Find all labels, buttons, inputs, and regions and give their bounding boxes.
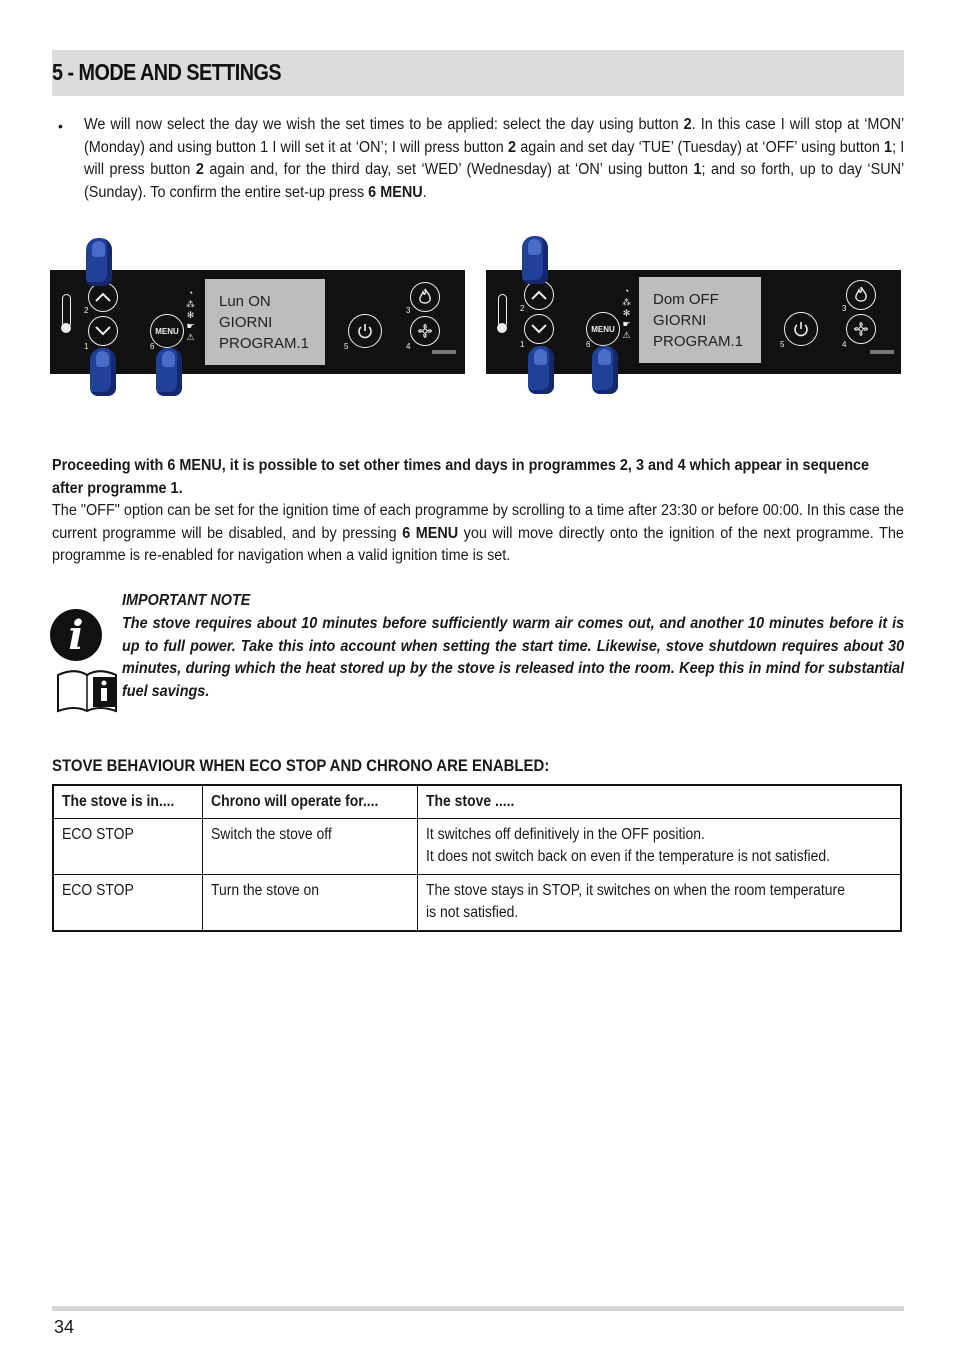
page-title: 5 - MODE AND SETTINGS — [52, 59, 282, 85]
note-title: IMPORTANT NOTE — [122, 592, 251, 609]
table-cell: Turn the stove on — [203, 874, 418, 931]
status-icons: ◔ ⁂ ✻ ☛ ⚠ — [186, 288, 195, 342]
table-header-cell: The stove is in.... — [53, 785, 203, 818]
lcd-line: Lun ON — [219, 293, 271, 310]
proceeding-text: The "OFF" option can be set for the ignition time of each programme by scrolling to a time after 23:30 or before 00:00. In this case the current programme will be disabled, and by pressing 6 MENU you will move directly onto the ignition of the next programme. The programme is re-enabled for navigation when a valid ignition time is set. — [52, 502, 904, 564]
finger-pointer-icon — [90, 348, 116, 396]
label-3: 3 — [842, 304, 847, 313]
label-6: 6 — [586, 340, 591, 349]
fan-button[interactable] — [846, 314, 876, 344]
section-header — [52, 50, 904, 96]
label-4: 4 — [842, 340, 847, 349]
page-number: 34 — [54, 1317, 75, 1337]
label-3: 3 — [406, 306, 411, 315]
menu-label: MENU — [591, 324, 615, 334]
table-row — [53, 818, 901, 874]
lcd-display-1 — [205, 279, 325, 365]
finger-pointer-icon — [592, 346, 618, 394]
table-cell: ECO STOP — [53, 874, 203, 931]
table-cell: ECO STOP — [53, 818, 203, 874]
menu-label: MENU — [155, 326, 179, 336]
flame-button[interactable] — [410, 282, 440, 312]
lcd-line: PROGRAM.1 — [653, 333, 744, 350]
table-cell: Switch the stove off — [203, 818, 418, 874]
intro-text: We will now select the day we wish the set times to be applied: select the day using button 2. In this case I will stop at ‘MON’ (Monday) and using button 1 I will set it at ‘ON’; I will press button 2 again and set day ‘TUE’ (Tuesday) at ‘OFF’ using button 1; I will press button 2 again and, for the third day, set ‘WED’ (Wednesday) at ‘ON’ using button 1; and so forth, up to day ‘SUN’ (Sunday). To confirm the entire set-up press 6 MENU. — [84, 116, 905, 201]
table-cell: It switches off definitively in the OFF position. It does not switch back on even if the temperature is not satisfied. — [418, 818, 901, 874]
table-row — [53, 874, 901, 931]
finger-pointer-icon — [86, 238, 112, 286]
up-button[interactable] — [88, 282, 118, 312]
label-4: 4 — [406, 342, 411, 351]
proceeding-heading: Proceeding with 6 MENU, it is possible to set other times and days in programmes 2, 3 and 4 which appear in sequence after programme 1. — [52, 457, 870, 497]
signal-icon — [432, 350, 456, 354]
label-6: 6 — [150, 342, 155, 351]
table-header-cell: The stove ..... — [418, 785, 901, 818]
label-1: 1 — [520, 340, 525, 349]
section-title: STOVE BEHAVIOUR WHEN ECO STOP AND CHRONO ARE ENABLED: — [52, 756, 550, 775]
status-icons: ◔ ⁂ ✻ ☛ ⚠ — [622, 286, 631, 340]
thermometer-icon — [498, 294, 507, 328]
label-2: 2 — [84, 306, 89, 315]
behaviour-table — [52, 784, 902, 932]
label-1: 1 — [84, 342, 89, 351]
lcd-line: GIORNI — [219, 314, 273, 331]
important-note — [122, 590, 904, 704]
bullet-icon: • — [58, 118, 63, 134]
table-cell: The stove stays in STOP, it switches on when the room temperature is not satisfied. — [418, 874, 901, 931]
label-5: 5 — [780, 340, 785, 349]
label-2: 2 — [520, 304, 525, 313]
label-5: 5 — [344, 342, 349, 351]
power-button[interactable] — [784, 312, 818, 346]
menu-button[interactable] — [586, 312, 620, 346]
down-button[interactable] — [524, 314, 554, 344]
menu-button[interactable] — [150, 314, 184, 348]
lcd-line: GIORNI — [653, 312, 707, 329]
footer-divider — [52, 1306, 904, 1311]
lcd-line: Dom OFF — [653, 291, 719, 308]
note-body: The stove requires about 10 minutes before sufficiently warm air comes out, and another 10 minutes before it is up to full power. Take this into account when setting the start time. Likewise, stove shutdown requires about 30 minutes, during which the heat stored up by the stove is released into the room. Keep this in mind for substantial fuel savings. — [122, 614, 905, 701]
signal-icon — [870, 350, 894, 354]
finger-pointer-icon — [528, 346, 554, 394]
power-button[interactable] — [348, 314, 382, 348]
info-icon: i — [50, 609, 102, 661]
table-header-row — [53, 785, 901, 818]
lcd-display-2 — [639, 277, 761, 363]
manual-book-icon — [55, 667, 119, 715]
finger-pointer-icon — [522, 236, 548, 284]
finger-pointer-icon — [156, 348, 182, 396]
thermometer-icon — [62, 294, 71, 328]
flame-button[interactable] — [846, 280, 876, 310]
down-button[interactable] — [88, 316, 118, 346]
up-button[interactable] — [524, 280, 554, 310]
lcd-line: PROGRAM.1 — [219, 335, 310, 352]
fan-button[interactable] — [410, 316, 440, 346]
table-header-cell: Chrono will operate for.... — [203, 785, 418, 818]
